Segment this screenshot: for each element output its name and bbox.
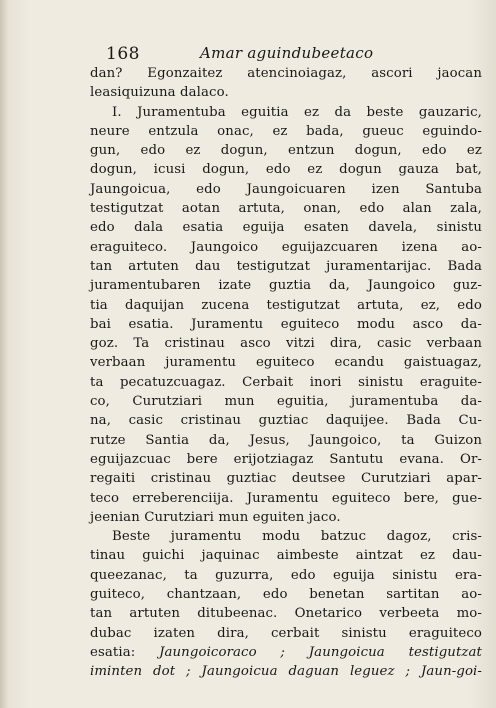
text-line: jeenian Curutziari mun eguiten jaco. <box>90 509 341 525</box>
italic-fragment: iminten dot ; Jaungoicua daguan leguez ; Jaun- <box>90 664 457 680</box>
text-line: rutze Santia da, Jesus, Jaungoico, ta Guizon <box>90 432 482 448</box>
text-line: dan? Egonzaitez atencinoiagaz, ascori jaocan <box>90 66 482 81</box>
text-line: testigutzat aotan artuta, onan, edo alan zala, <box>90 201 482 217</box>
text-line <box>90 662 482 681</box>
text-line: dubac izaten dira, cerbait sinistu eraguiteco <box>90 625 482 641</box>
text-line: tia daquijan zucena testigutzat artuta, ez, edo <box>90 297 482 313</box>
text-line: eraguiteco. Jaungoico eguijazcuaren izena ao- <box>90 239 482 255</box>
text-line: teco erreberenciija. Juramentu eguiteco bere, gue- <box>90 490 482 506</box>
text-line: tan artuten dau testigutzat juramentarijac. Bada <box>90 258 482 274</box>
text-line: bai esatia. Juramentu eguiteco modu asco da- <box>90 316 482 332</box>
page-text-block <box>90 42 482 680</box>
text-line: Jaungoicua, edo Jaungoicuaren izen Santuba <box>90 181 482 197</box>
text-line: edo dala esatia eguija esaten davela, sinistu <box>90 220 482 236</box>
text-line: verbaan juramentu eguiteco ecandu gaistuagaz, <box>90 355 482 371</box>
text-line: goz. Ta cristinau asco vitzi dira, casic verbaan <box>90 336 482 352</box>
text-line: dogun, icusi dogun, edo ez dogun gauza bat, <box>90 162 482 178</box>
text-line: neure entzula onac, ez bada, gueuc eguindo- <box>90 123 482 139</box>
text-line: I. Juramentuba eguitia ez da beste gauzaric, <box>112 104 482 120</box>
italic-fragment: Jaungoicoraco ; Jaungoicua testigutzat <box>159 644 482 660</box>
italic-fragment: goi- <box>456 664 482 680</box>
text-line: Beste juramentu modu batzuc dagoz, cris- <box>112 529 482 545</box>
text-line: gun, edo ez dogun, entzun dogun, edo ez <box>90 143 482 159</box>
text-line: juramentubaren izate guztia da, Jaungoico guz- <box>90 278 482 294</box>
text-line: tinau guichi jaquinac aimbeste aintzat ez dau- <box>90 548 482 564</box>
text-line: regaiti cristinau guztiac deutsee Curutziari apar- <box>90 471 482 487</box>
page-number: 168 <box>106 44 140 64</box>
text-line: co, Curutziari mun eguitia, juramentuba da- <box>90 394 482 410</box>
running-title: Amar aguindubeetaco <box>200 44 374 62</box>
text-line: queezanac, ta guzurra, edo eguija sinistu era- <box>90 567 482 583</box>
text-line: eguijazcuac bere erijotziagaz Santutu evana. Or- <box>90 451 482 467</box>
text-fragment: esatia: <box>90 644 136 660</box>
text-line <box>90 643 482 662</box>
text-line: tan artuten ditubeenac. Onetarico verbeeta mo- <box>90 606 482 622</box>
text-line: leasiquizuna dalaco. <box>90 85 229 101</box>
body-text <box>90 64 482 682</box>
text-line: na, casic cristinau guztiac daquijee. Bada Cu- <box>90 413 482 429</box>
text-line: ta pecatuzcuagaz. Cerbait inori sinistu eraguite- <box>90 374 482 390</box>
text-line: guiteco, chantzaan, edo benetan sartitan ao- <box>90 587 482 603</box>
